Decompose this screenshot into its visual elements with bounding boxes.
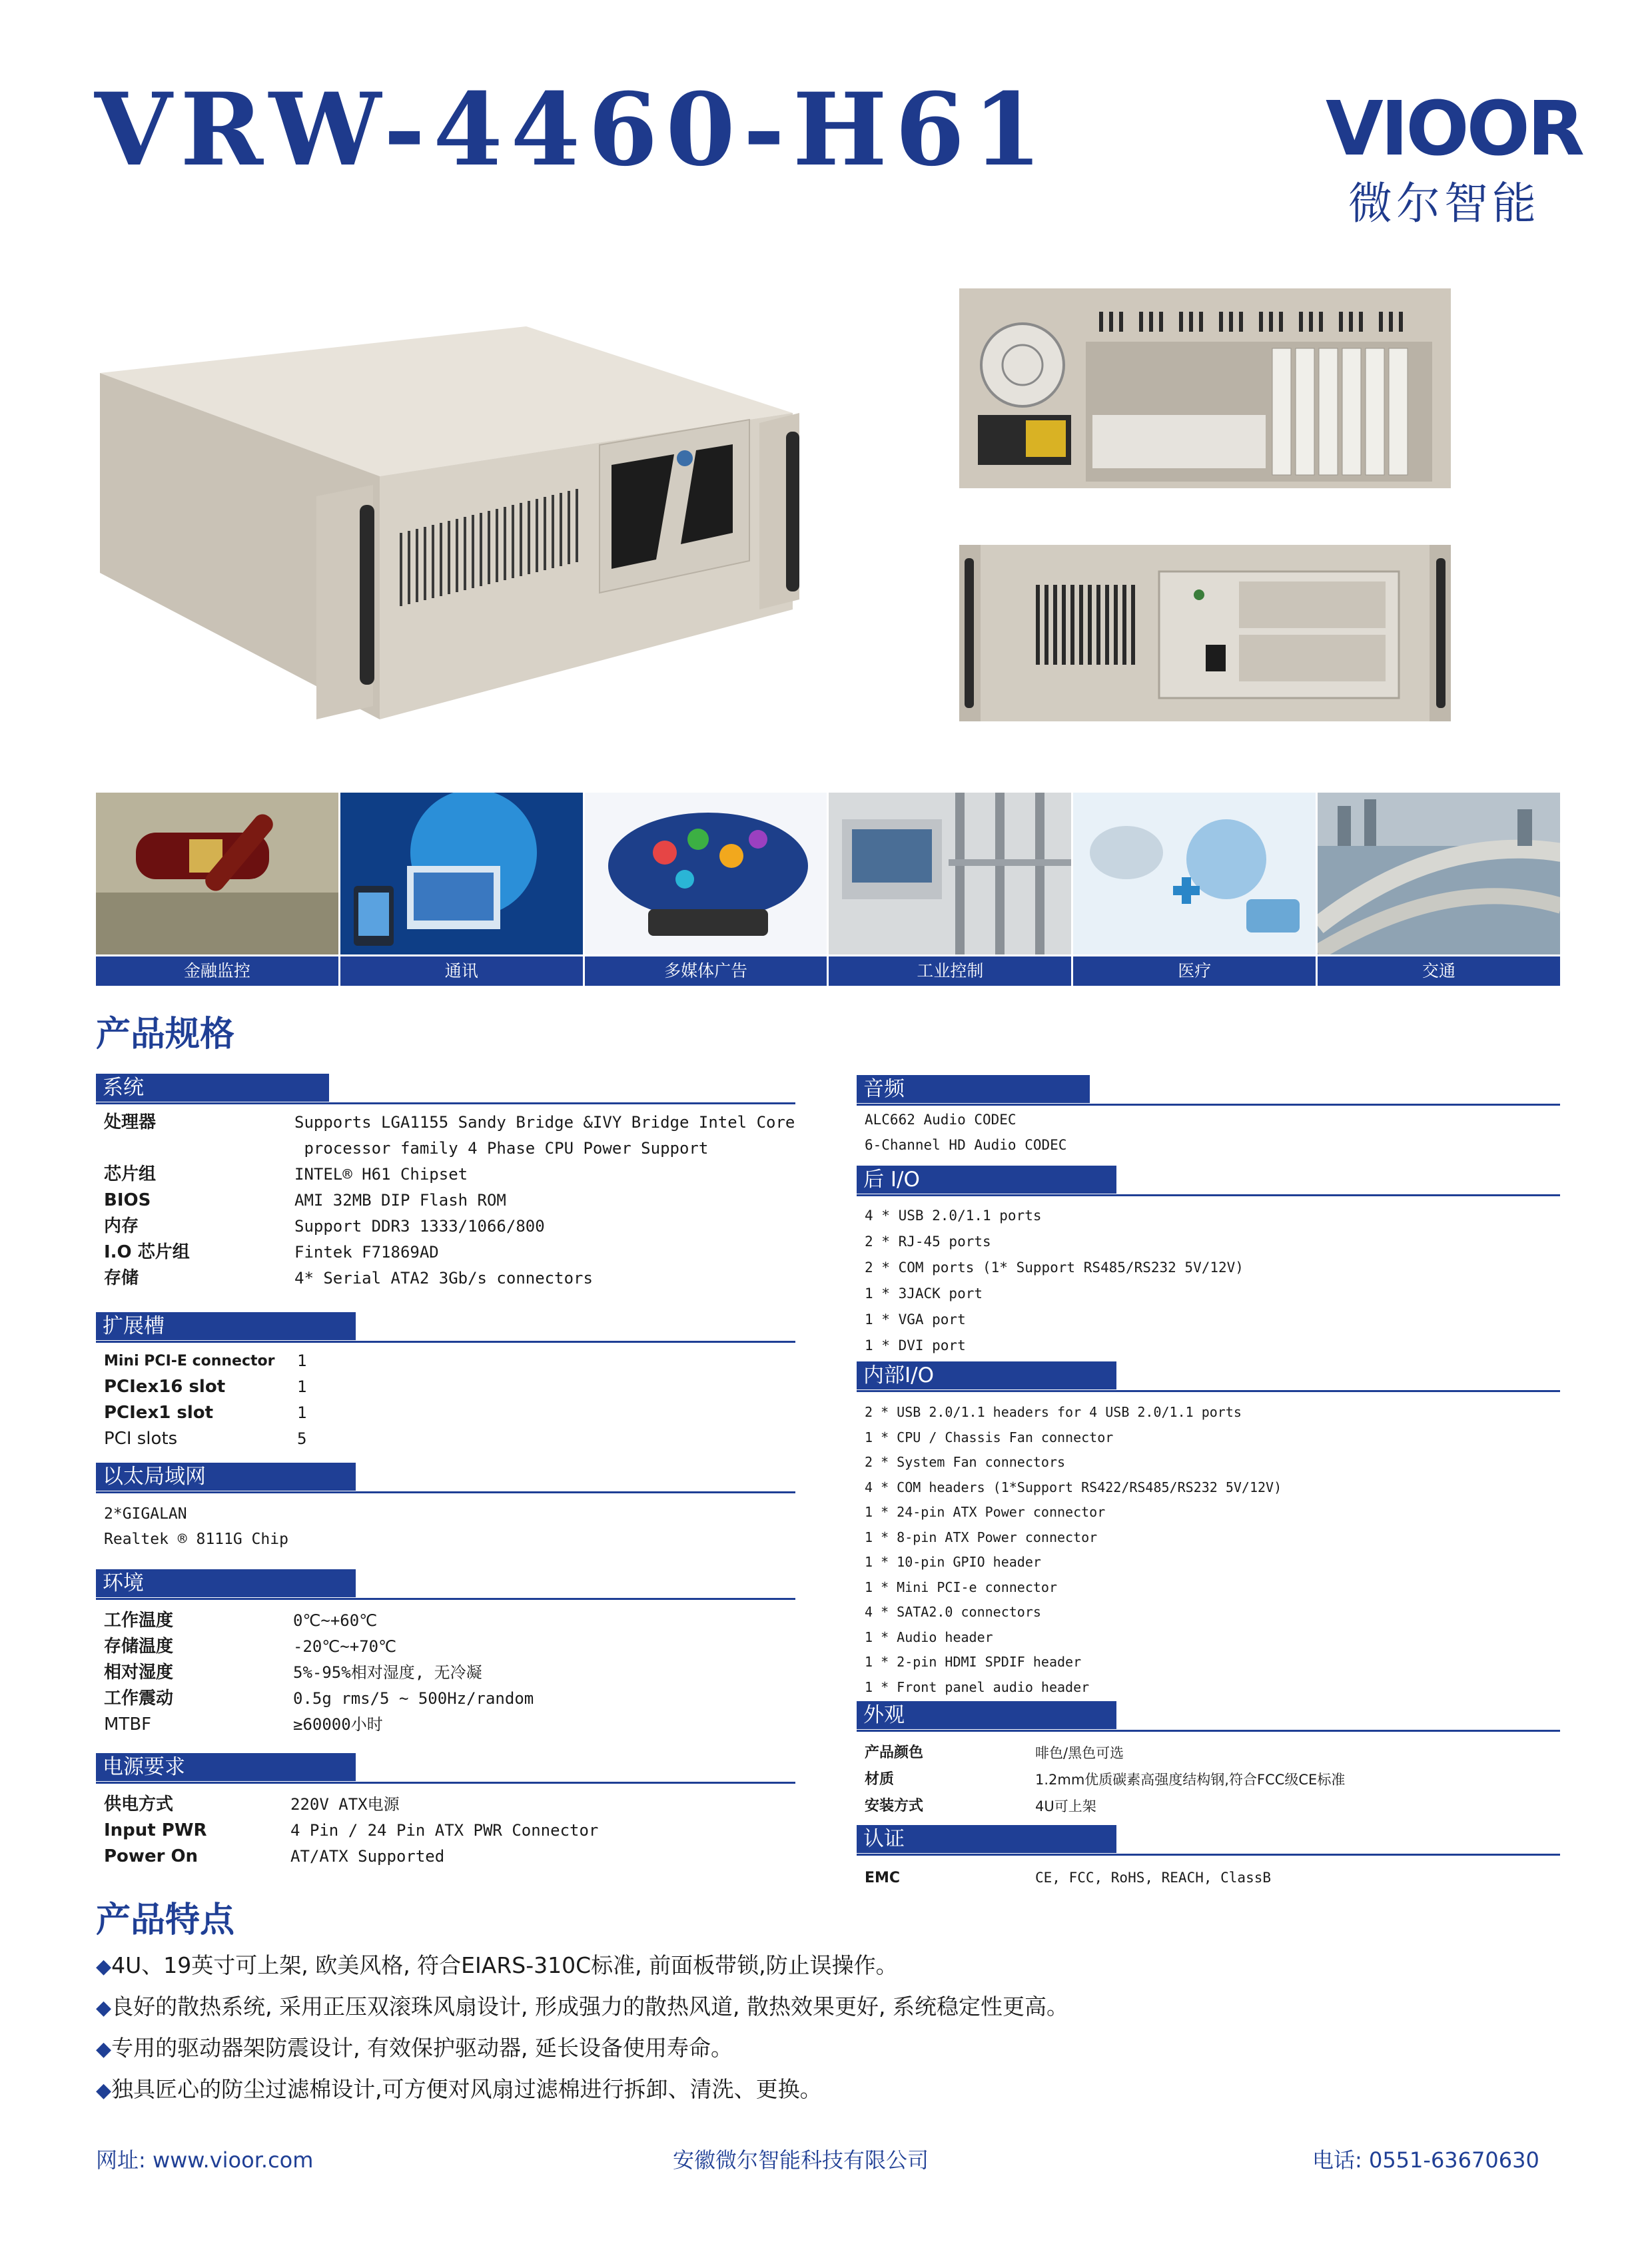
spec-value: 1.2mm优质碳素高强度结构钢,符合FCC级CE标准: [1035, 1772, 1346, 1788]
section-title: 外观: [857, 1701, 1116, 1729]
power-spec-rows: [104, 1792, 803, 1870]
system-section-header: [96, 1074, 795, 1104]
spec-row: [865, 1740, 1557, 1766]
spec-key: 芯片组: [104, 1164, 157, 1184]
spec-value: 1: [297, 1403, 307, 1422]
industrial-panel-photo: [829, 793, 1071, 954]
industry-label: 金融监控: [96, 956, 338, 986]
spec-row: [104, 1608, 803, 1634]
industry-label: 交通: [1318, 956, 1560, 986]
spec-row: [865, 1766, 1557, 1793]
chassis-front-photo: [93, 313, 819, 733]
spec-row: [104, 1818, 803, 1844]
feature-text: 独具匠心的防尘过滤棉设计,可方便对风扇过滤棉进行拆卸、清洗、更换。: [111, 2076, 822, 2102]
spec-key: Input PWR: [104, 1820, 207, 1840]
spec-value: 1: [297, 1351, 307, 1370]
spec-line: 1 * Mini PCI-e connector: [865, 1579, 1057, 1595]
rear-io-section-header: [857, 1166, 1560, 1196]
expansion-section-header: [96, 1312, 795, 1343]
section-title: 以太局域网: [96, 1463, 356, 1491]
spec-row: [104, 1214, 803, 1240]
spec-key: 存储温度: [104, 1637, 174, 1657]
section-title: 内部I/O: [857, 1361, 1116, 1389]
chassis-rear-photo: [959, 288, 1451, 488]
spec-key: PCI slots: [104, 1429, 178, 1449]
internal-io-section-header: [857, 1361, 1560, 1392]
spec-value: processor family 4 Phase CPU Power Support: [294, 1139, 709, 1158]
application-industries-strip: [96, 793, 1560, 986]
spec-value: ≥60000小时: [293, 1715, 383, 1734]
footer-phone: 电话: 0551-63670630: [1312, 2147, 1539, 2173]
spec-line: 4 * SATA2.0 connectors: [865, 1604, 1041, 1620]
spec-key: 材质: [865, 1771, 895, 1788]
spec-line: 1 * Audio header: [865, 1629, 993, 1645]
diamond-bullet-icon: ◆: [96, 1996, 112, 2020]
diamond-bullet-icon: ◆: [96, 1955, 112, 1978]
spec-row: [104, 1374, 803, 1400]
spec-key: Power On: [104, 1846, 199, 1866]
gavel-money-photo: [96, 793, 338, 954]
diamond-bullet-icon: ◆: [96, 2038, 112, 2061]
lan-section-header: [96, 1463, 795, 1493]
features-section-title: 产品特点: [96, 1900, 235, 1940]
spec-row: [104, 1712, 803, 1738]
spec-key: MTBF: [104, 1714, 152, 1734]
footer-company: 安徽微尔智能科技有限公司: [673, 2147, 929, 2173]
spec-line: 1 * DVI port: [865, 1337, 966, 1353]
spec-value: 220V ATX电源: [290, 1795, 400, 1814]
section-title: 环境: [96, 1569, 356, 1597]
spec-value: 0.5g rms/5 ~ 500Hz/random: [293, 1689, 534, 1708]
spec-line: Realtek ® 8111G Chip: [104, 1531, 288, 1548]
spec-value: AT/ATX Supported: [290, 1847, 445, 1866]
spec-value: Supports LGA1155 Sandy Bridge &IVY Bridge Intel Core: [294, 1113, 795, 1132]
spec-value: 4 Pin / 24 Pin ATX PWR Connector: [290, 1821, 599, 1840]
spec-value: 4U可上架: [1035, 1798, 1096, 1814]
company-logo: [1326, 86, 1583, 229]
spec-row: [104, 1136, 803, 1162]
feature-item: [96, 2028, 1561, 2069]
spec-row: [104, 1162, 803, 1188]
appearance-spec-rows: [865, 1740, 1557, 1820]
spec-row: [865, 1793, 1557, 1820]
spec-value: 4* Serial ATA2 3Gb/s connectors: [294, 1269, 593, 1288]
spec-value: Fintek F71869AD: [294, 1243, 439, 1262]
spec-value: INTEL® H61 Chipset: [294, 1165, 468, 1184]
product-model-title: VRW-4460-H61: [95, 71, 1050, 188]
spec-row: [104, 1110, 803, 1136]
spec-value: AMI 32MB DIP Flash ROM: [294, 1191, 506, 1210]
spec-line: 1 * 8-pin ATX Power connector: [865, 1529, 1098, 1545]
environment-section-header: [96, 1569, 795, 1600]
spec-line: 4 * COM headers (1*Support RS422/RS485/RS232 5V/12V): [865, 1479, 1282, 1495]
spec-key: I.O 芯片组: [104, 1242, 190, 1262]
industry-multimedia: [583, 793, 827, 986]
spec-line: ALC662 Audio CODEC: [865, 1112, 1017, 1128]
feature-text: 良好的散热系统, 采用正压双滚珠风扇设计, 形成强力的散热风道, 散热效果更好, 系统稳定性更高。: [111, 1994, 1068, 2020]
section-title: 系统: [96, 1074, 329, 1102]
spec-value: 0℃~+60℃: [293, 1611, 378, 1630]
industry-medical: [1071, 793, 1316, 986]
spec-row: [104, 1844, 803, 1870]
spec-key: BIOS: [104, 1190, 151, 1210]
spec-key: EMC: [865, 1870, 901, 1886]
spec-key: 产品颜色: [865, 1744, 924, 1761]
feature-item: [96, 1986, 1561, 2028]
spec-key: 工作温度: [104, 1611, 174, 1631]
industry-finance: [96, 793, 338, 986]
spec-line: 2 * COM ports (1* Support RS485/RS232 5V/12V): [865, 1260, 1244, 1276]
spec-value: CE, FCC, RoHS, REACH, ClassB: [1035, 1870, 1272, 1886]
spec-key: 相对湿度: [104, 1663, 174, 1682]
feature-text: 4U、19英寸可上架, 欧美风格, 符合EIARS-310C标准, 前面板带锁,防止误操作。: [111, 1952, 898, 1978]
internal-io-spec-lines: [865, 1400, 1282, 1700]
highway-photo: [1318, 793, 1560, 954]
spec-row: [104, 1348, 803, 1374]
spec-row: [104, 1240, 803, 1266]
industry-label: 工业控制: [829, 956, 1071, 986]
spec-key: 安装方式: [865, 1798, 924, 1814]
spec-line: 1 * 2-pin HDMI SPDIF header: [865, 1654, 1082, 1670]
section-title: 扩展槽: [96, 1312, 356, 1340]
system-spec-rows: [104, 1110, 803, 1292]
spec-key: Mini PCI-E connector: [104, 1353, 275, 1369]
spec-line: 1 * 10-pin GPIO header: [865, 1554, 1041, 1570]
spec-row: [104, 1426, 803, 1452]
industry-label: 多媒体广告: [585, 956, 827, 986]
spec-value: 5%-95%相对湿度, 无冷凝: [293, 1663, 482, 1682]
section-title: 后 I/O: [857, 1166, 1116, 1194]
section-title: 认证: [857, 1825, 1116, 1853]
section-title: 音频: [857, 1075, 1090, 1103]
spec-line: 1 * 24-pin ATX Power connector: [865, 1504, 1106, 1520]
spec-line: 1 * Front panel audio header: [865, 1679, 1090, 1695]
spec-row: [104, 1400, 803, 1426]
industry-transportation: [1316, 793, 1560, 986]
spec-section-title: 产品规格: [96, 1014, 235, 1054]
chassis-front-open-photo: [959, 545, 1451, 721]
spec-key: 处理器: [104, 1112, 157, 1132]
spec-row: [865, 1865, 1557, 1891]
certification-section-header: [857, 1825, 1560, 1856]
spec-row: [104, 1792, 803, 1818]
certification-spec-rows: [865, 1865, 1557, 1891]
spec-value: Support DDR3 1333/1066/800: [294, 1217, 545, 1236]
rear-io-spec-lines: [865, 1203, 1244, 1359]
spec-value: 啡色/黑色可选: [1035, 1745, 1124, 1761]
feature-item: [96, 1945, 1561, 1986]
spec-row: [104, 1660, 803, 1686]
spec-key: 内存: [104, 1216, 139, 1236]
spec-value: -20℃~+70℃: [293, 1637, 397, 1656]
multimedia-map-photo: [585, 793, 827, 954]
spec-key: PCIex16 slot: [104, 1377, 226, 1397]
spec-line: 1 * VGA port: [865, 1311, 966, 1327]
spec-line: 2 * USB 2.0/1.1 headers for 4 USB 2.0/1.1 ports: [865, 1404, 1242, 1420]
footer-website[interactable]: 网址: www.vioor.com: [96, 2147, 314, 2173]
spec-line: 1 * 3JACK port: [865, 1286, 983, 1302]
expansion-spec-rows: [104, 1348, 803, 1452]
spec-value: 1: [297, 1377, 307, 1396]
audio-spec-lines: [865, 1107, 1066, 1158]
spec-key: 供电方式: [104, 1794, 174, 1814]
logo-mark: VIOOR: [1326, 86, 1583, 173]
spec-row: [104, 1686, 803, 1712]
industry-label: 通讯: [340, 956, 583, 986]
environment-spec-rows: [104, 1608, 803, 1738]
audio-section-header: [857, 1075, 1560, 1106]
industry-industrial-control: [827, 793, 1071, 986]
spec-row: [104, 1266, 803, 1292]
medical-photo: [1073, 793, 1316, 954]
spec-value: 5: [297, 1429, 307, 1448]
feature-text: 专用的驱动器架防震设计, 有效保护驱动器, 延长设备使用寿命。: [111, 2035, 733, 2061]
spec-row: [104, 1634, 803, 1660]
diamond-bullet-icon: ◆: [96, 2079, 112, 2102]
spec-line: 2 * RJ-45 ports: [865, 1234, 991, 1250]
spec-line: 6-Channel HD Audio CODEC: [865, 1137, 1067, 1153]
spec-key: 工作震动: [104, 1688, 174, 1708]
spec-line: 2 * System Fan connectors: [865, 1454, 1066, 1470]
spec-row: [104, 1188, 803, 1214]
lan-spec-lines: [104, 1501, 288, 1552]
spec-line: 1 * CPU / Chassis Fan connector: [865, 1429, 1114, 1445]
logo-chinese-name: 微尔智能: [1348, 178, 1540, 229]
industry-telecom: [338, 793, 583, 986]
power-section-header: [96, 1753, 795, 1784]
spec-line: 2*GIGALAN: [104, 1505, 187, 1523]
spec-line: 4 * USB 2.0/1.1 ports: [865, 1208, 1042, 1224]
appearance-section-header: [857, 1701, 1560, 1732]
feature-item: [96, 2069, 1561, 2110]
section-title: 电源要求: [96, 1753, 356, 1781]
globe-devices-photo: [340, 793, 583, 954]
spec-key: 存储: [104, 1268, 139, 1288]
industry-label: 医疗: [1073, 956, 1316, 986]
spec-key: PCIex1 slot: [104, 1403, 214, 1423]
features-list: [96, 1945, 1561, 2110]
